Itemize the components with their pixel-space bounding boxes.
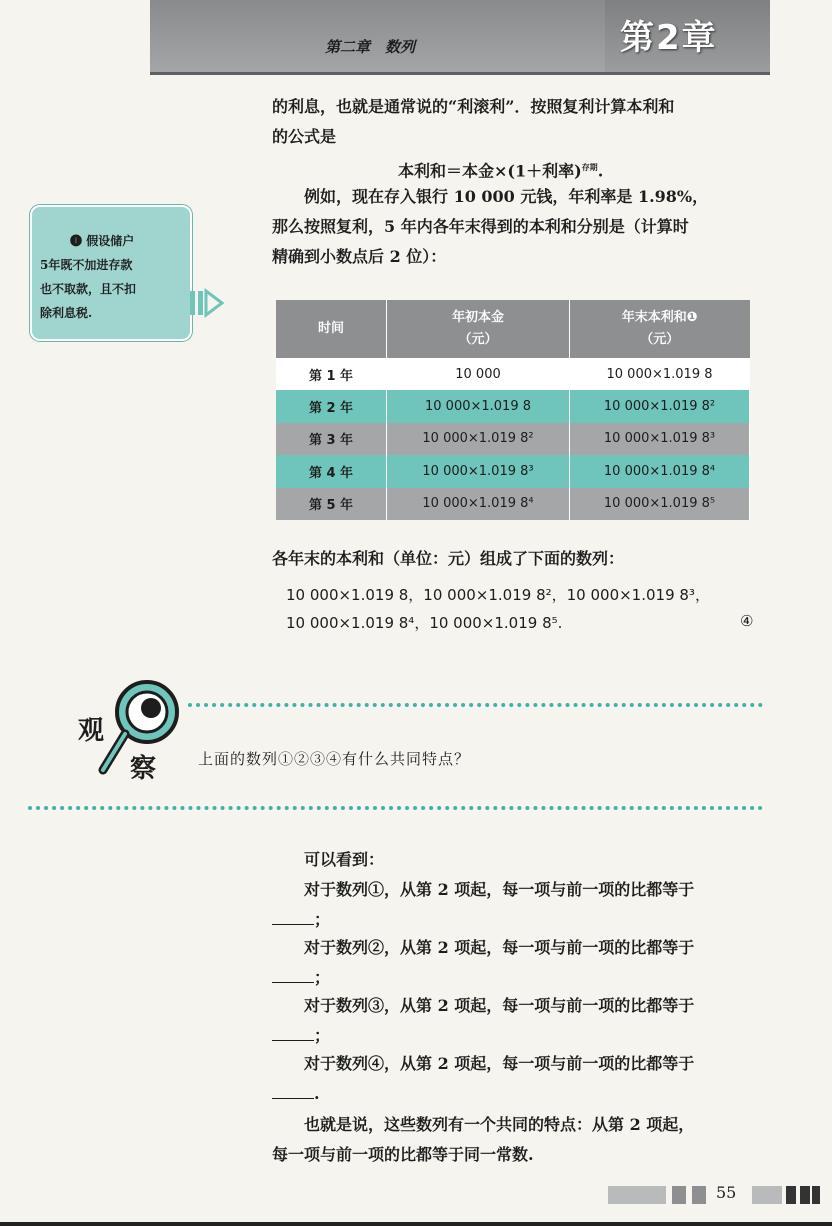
blank-line	[272, 1079, 320, 1109]
paragraph-line: 精确到小数点后 2 位）：	[272, 247, 447, 266]
paragraph-line: 例如，现在存入银行 10 000 元钱，年利率是 1.98%，	[304, 187, 709, 206]
paragraph-line: 的公式是	[272, 127, 337, 146]
formula-main: 本利和＝本金×(1＋利率)	[398, 161, 582, 181]
table-cell-year: 第 2 年	[276, 390, 387, 422]
observe-label: 观	[78, 716, 105, 746]
sequence-number: ④	[740, 612, 754, 630]
conclusion-item: 对于数列②，从第 2 项起，每一项与前一项的比都等于	[304, 938, 695, 957]
side-note-text	[40, 229, 185, 325]
blank-end: ；	[314, 1026, 331, 1045]
table-cell-end: 10 000×1.019 8	[570, 358, 750, 390]
sequence-line: 10 000×1.019 8，10 000×1.019 8²，10 000×1.019 8³，	[286, 586, 710, 604]
footnote-marker: ❶	[70, 234, 83, 248]
chapter-badge: 第2章	[620, 18, 718, 58]
table-cell-year: 第 4 年	[276, 455, 387, 487]
blank-line	[272, 963, 330, 993]
chapter-header-bar	[150, 0, 770, 75]
dotted-divider	[28, 806, 763, 814]
table-row	[276, 358, 750, 390]
chapter-title: 第二章 数列	[325, 38, 416, 56]
blank-end: ；	[314, 968, 331, 987]
table-header-time: 时间	[276, 300, 387, 358]
table-cell-end: 10 000×1.019 8⁵	[570, 488, 750, 520]
table-cell-end: 10 000×1.019 8⁴	[570, 455, 750, 487]
table-cell-year: 第 5 年	[276, 488, 387, 520]
answer-blank[interactable]	[272, 968, 314, 983]
conclusion-item: 对于数列③，从第 2 项起，每一项与前一项的比都等于	[304, 996, 695, 1015]
table-cell-year: 第 3 年	[276, 423, 387, 455]
side-note-line: 除利息税.	[40, 306, 93, 320]
table-header-principal: 年初本金 （元）	[387, 300, 570, 358]
conclusion-summary: 也就是说，这些数列有一个共同的特点：从第 2 项起，	[304, 1115, 695, 1134]
bottom-border	[0, 1222, 832, 1226]
conclusion-lead: 可以看到：	[304, 850, 385, 869]
blank-line	[272, 1021, 330, 1051]
formula-exponent: 存期	[581, 162, 598, 172]
table-row	[276, 488, 750, 520]
blank-end: .	[314, 1084, 320, 1103]
blank-line	[272, 905, 330, 935]
side-note-line: 5年既不加进存款	[40, 258, 133, 272]
conclusion-summary: 每一项与前一项的比都等于同一常数.	[272, 1145, 534, 1164]
arrow-right-icon	[188, 285, 226, 321]
footer-decoration	[608, 1186, 723, 1204]
table-cell-year: 第 1 年	[276, 358, 387, 390]
table-cell-start: 10 000×1.019 8³	[387, 455, 570, 487]
table-row	[276, 423, 750, 455]
table-cell-start: 10 000×1.019 8⁴	[387, 488, 570, 520]
blank-end: ；	[314, 910, 331, 929]
sequence-line: 10 000×1.019 8⁴，10 000×1.019 8⁵.	[286, 614, 563, 632]
dotted-divider	[188, 703, 763, 711]
observe-label: 察	[130, 754, 157, 784]
paragraph-line: 的利息，也就是通常说的“利滚利”．按照复利计算本利和	[272, 97, 675, 116]
table-cell-end: 10 000×1.019 8³	[570, 423, 750, 455]
side-note-line: 假设储户	[86, 234, 135, 248]
side-note	[30, 205, 192, 341]
observe-question: 上面的数列①②③④有什么共同特点？	[198, 750, 471, 768]
table-cell-start: 10 000×1.019 8²	[387, 423, 570, 455]
table-row	[276, 390, 750, 422]
answer-blank[interactable]	[272, 1026, 314, 1041]
table-cell-start: 10 000	[387, 358, 570, 390]
table-header-total: 年末本利和❶ （元）	[570, 300, 750, 358]
answer-blank[interactable]	[272, 910, 314, 925]
sequence-intro: 各年末的本利和（单位：元）组成了下面的数列：	[272, 549, 625, 568]
footer-decoration	[752, 1186, 820, 1204]
formula-end: .	[597, 161, 604, 181]
page-number: 55	[716, 1183, 737, 1202]
table-row	[276, 455, 750, 487]
interest-table	[276, 300, 750, 520]
conclusion-item: 对于数列①，从第 2 项起，每一项与前一项的比都等于	[304, 880, 695, 899]
side-note-line: 也不取款，且不扣	[40, 282, 137, 296]
conclusion-item: 对于数列④，从第 2 项起，每一项与前一项的比都等于	[304, 1054, 695, 1073]
answer-blank[interactable]	[272, 1084, 314, 1099]
paragraph-line: 那么按照复利，5 年内各年末得到的本利和分别是（计算时	[272, 217, 689, 236]
table-cell-end: 10 000×1.019 8²	[570, 390, 750, 422]
table-cell-start: 10 000×1.019 8	[387, 390, 570, 422]
